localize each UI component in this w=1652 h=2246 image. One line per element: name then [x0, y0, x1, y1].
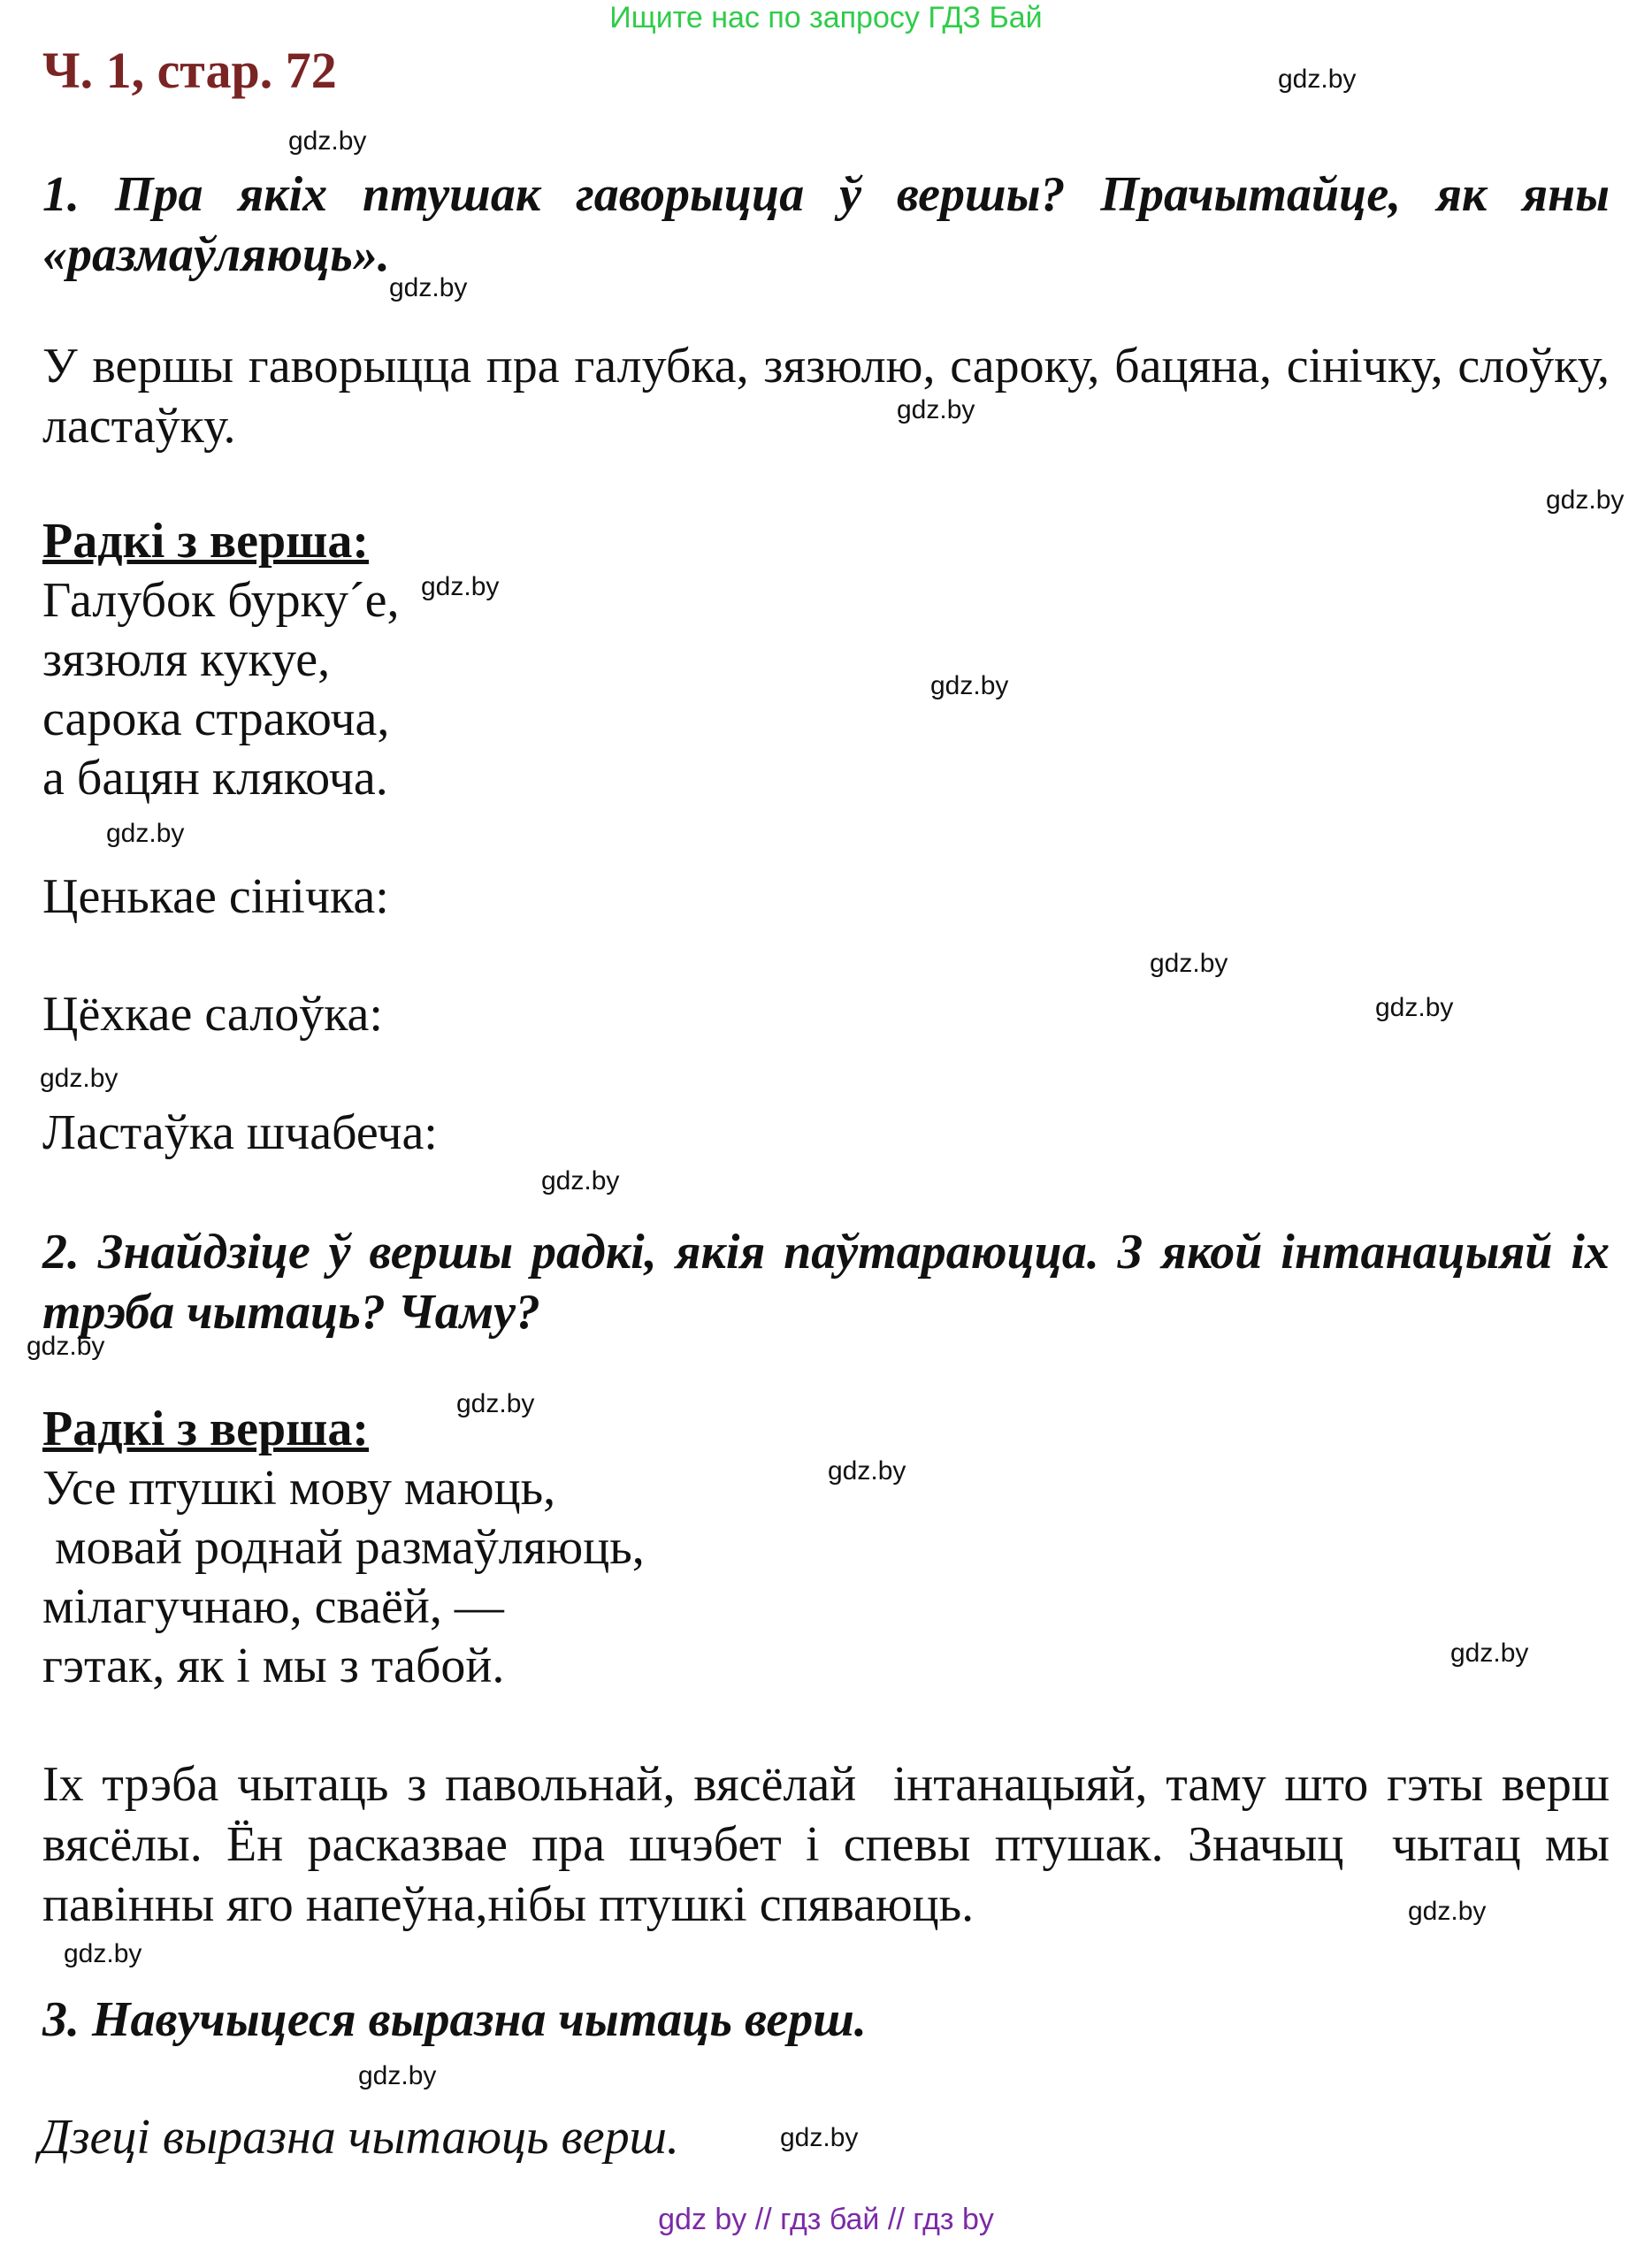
question-2-title: 2. Знайдзіце ў вершы радкі, якія паўтараюцца. З якой інтанацыяй іх трэба чытаць? Чаму?: [42, 1225, 1610, 1340]
refrain-line-2: мовай роднай размаўляюць,: [42, 1520, 645, 1575]
question-1-heading: Радкі з верша:: [42, 514, 370, 569]
watermark: gdz.by: [1546, 485, 1625, 515]
watermark: gdz.by: [358, 2061, 437, 2090]
watermark: gdz.by: [456, 1389, 535, 1418]
poem-line-4: а бацян клякоча.: [42, 751, 388, 806]
top-banner[interactable]: Ищите нас по запросу ГДЗ Бай: [609, 1, 1043, 34]
poem-line-2: зязюля кукуе,: [42, 632, 331, 687]
bird-line-swallow: Ластаўка шчабеча:: [42, 1105, 438, 1160]
watermark: gdz.by: [288, 126, 367, 156]
watermark: gdz.by: [421, 572, 500, 601]
watermark: gdz.by: [27, 1332, 105, 1361]
watermark: gdz.by: [1278, 65, 1357, 94]
page-title: Ч. 1, стар. 72: [42, 42, 337, 99]
question-3-answer: Дзеці выразна чытаюць верш.: [39, 2110, 679, 2165]
refrain-line-4: гэтак, як і мы з табой.: [42, 1639, 505, 1693]
question-1-answer: У вершы гаворыцца пра галубка, зязюлю, сароку, бацяна, сінічку, слоўку, ластаўку.: [42, 339, 1610, 454]
poem-line-3: сарока стракоча,: [42, 691, 390, 746]
watermark: gdz.by: [828, 1456, 906, 1486]
refrain-line-3: мілагучнаю, сваёй, —: [42, 1579, 504, 1634]
question-3-title: 3. Навучыцеся выразна чытаць верш.: [42, 1992, 867, 2047]
watermark: gdz.by: [897, 395, 975, 424]
watermark: gdz.by: [541, 1166, 620, 1196]
watermark: gdz.by: [1408, 1897, 1487, 1926]
question-2-heading: Радкі з верша:: [42, 1402, 370, 1456]
question-2-answer: Іх трэба чытаць з павольнай, вясёлай інтанацыяй, таму што гэты верш вясёлы. Ён расказвае пра шчэбет і спевы птушак. Значыц чытац мы павінны яго напеўна,нібы птушкі спяваюць.: [42, 1757, 1622, 1932]
watermark: gdz.by: [930, 671, 1009, 700]
refrain-line-1: Усе птушкі мову маюць,: [42, 1461, 556, 1516]
bird-line-tit: Ценькае сінічка:: [42, 869, 389, 924]
watermark: gdz.by: [40, 1064, 119, 1093]
footer-links[interactable]: gdz by // гдз бай // гдз by: [658, 2203, 994, 2236]
watermark: gdz.by: [780, 2123, 859, 2152]
question-1-title: 1. Пра якіх птушак гаворыцца ў вершы? Прачытайце, як яны «размаўляюць».: [42, 167, 1610, 282]
watermark: gdz.by: [1450, 1639, 1529, 1668]
bird-line-nightingale: Цёхкае салоўка:: [42, 987, 383, 1042]
watermark: gdz.by: [1150, 949, 1228, 978]
watermark: gdz.by: [64, 1939, 142, 1968]
poem-line-1: Галубок бурку´е,: [42, 573, 400, 628]
watermark: gdz.by: [106, 819, 185, 848]
watermark: gdz.by: [389, 273, 468, 302]
watermark: gdz.by: [1375, 993, 1454, 1022]
